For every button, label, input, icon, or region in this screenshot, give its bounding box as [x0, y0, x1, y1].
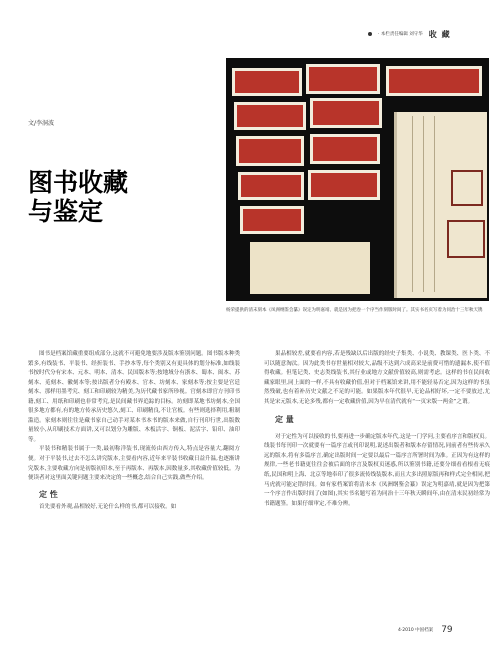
page-number: 79 — [441, 625, 453, 635]
issue-label: 4·2010 中国档案 — [398, 628, 434, 633]
section-heading-2: 定 量 — [275, 415, 294, 425]
section-heading-1: 定 性 — [39, 489, 58, 499]
photo-caption: 杨荣提供的清末刻本《凤洲纲鉴会纂》误定为明嘉靖、就是因为把卷一个序当作刻版时间了。其实书名页写着为同治十三年秋天镌 — [226, 308, 483, 313]
left-column — [28, 350, 240, 628]
column-header — [368, 27, 451, 41]
book-photo — [226, 58, 489, 301]
article-title-line-2: 与鉴定 — [28, 197, 104, 226]
right-column — [264, 350, 490, 625]
page-footer — [398, 623, 490, 637]
column-editor-label: · 本栏责任编辑 刘守华 — [378, 32, 423, 37]
section-title: 收 藏 — [428, 29, 451, 39]
article-title — [28, 168, 128, 226]
article-title-line-1: 图书收藏 — [28, 168, 129, 197]
article-author: 文/李洞波 — [28, 120, 55, 127]
paragraph: 首先要看外观,品相较好,无论什么样的书,都可以接收。如 — [39, 504, 177, 511]
header-dot-icon — [368, 32, 372, 36]
paragraph: 果品相较差,就要看内容,若是残缺以后出版的经史子集类、小说类、教课类、医卜类、不可以随意淘汰。因为此类书存世量相对较大,品级不达到六成高采是前费可惜的遗漏本,使不值得收藏。但笔记类、史志类线装书,其行业或地方文献价值较高,则需考虑。这样的书在民间收藏家眼里,同上面的一样,不具有收藏价值,但对于档案馆来讲,用不能轻易否定,因为这样的书虽然残破,也有着补历史文献之不足的可能。如果版本年代很早,无论品相好坏,一定不要放过,尤其是宋元版本,无论多残,都有一定收藏价值,因为早在清代就有“一页宋版一两金”之谓。 — [264, 351, 490, 405]
paragraph: 图书是档案馆藏重要组成部分,这就不可避免地要涉及版本鉴别问题。图书版本种类繁多,有线装书、平装书、经折装书、手抄本等,每个类别又有更具体的划分标准,如线装书按时代分有宋本、元本、明本、清本、民国版本等;按地域分有浙本、蜀本、闽本、苏刻本、觅刻本、徽刻本等;按出版者分有殿本、官本、坊刻本、家刻本等;按主要是官廷刻本、那样用墨考究、刻工和印刷较为精美,为历代藏书家所珍视。官刻本即官方刊印书籍,刻工、用纸和印刷也非常考究,是民间藏书界追踪的目标。坊刻即某地书坊刻本,全国很多地方都有,有的地方传承历史悠久,刻工、印刷精良,不让官板。有些则选择利用,粗制滥造。家刻本则往往是藏书家自己动手对某本书本书的版本来做,自行刊印行世,出版数量较小,从印刷技术方面讲,又可以划分为雕版、木板活字、铜板、泥活字、铅印、油印等。 — [28, 351, 240, 443]
paragraph: 平装书和精装书属于一类,最初称洋装书,现流传由西方传入,特点是容量大,翻阅方便。对于平装书,过去不怎么讲究版本,主要看内容,近年来平装书收藏日益升温,也逐渐讲究版本,主要收藏方向是初版初印本,至于再版本、再版本,因数量多,其收藏价值较低。为便读者对这里面关键问题主要来决定的一些概念,结合自己实践,做些介绍。 — [28, 446, 240, 482]
book-cover-title — [394, 112, 487, 298]
paragraph: 对于定性为可以接收的书,要再进一步确定版本年代,这是一门学问,主要看序言和版权页。线装书每刊印一次就要有一篇序言或刊印说明,说述出版者和版本存留情况,同前者有些传承久远的版本,将有多篇序言,确定出版时间一定要以最后一篇序言所署时间为准。正因为有这样的规律,一些老书籍更往往会被后面的序言及版权页迷惑,所以鉴别书籍,还要分细看看根看无痕纸,民国和明上海、北京等地奉印了很多流传线装版本,而且大多出照原版再和样式完全相同,把马虎就可能定错时间。如有家档案馆将清末本《凤洲纲鉴会纂》误定为明嘉靖,就是因为把第一个序言作出版时间了(如图),其实书名题写着为同治十三年秋天瞬间年,由在清末民初经常为书籍题签。如果仔细审定,不难分辨。 — [264, 433, 490, 507]
